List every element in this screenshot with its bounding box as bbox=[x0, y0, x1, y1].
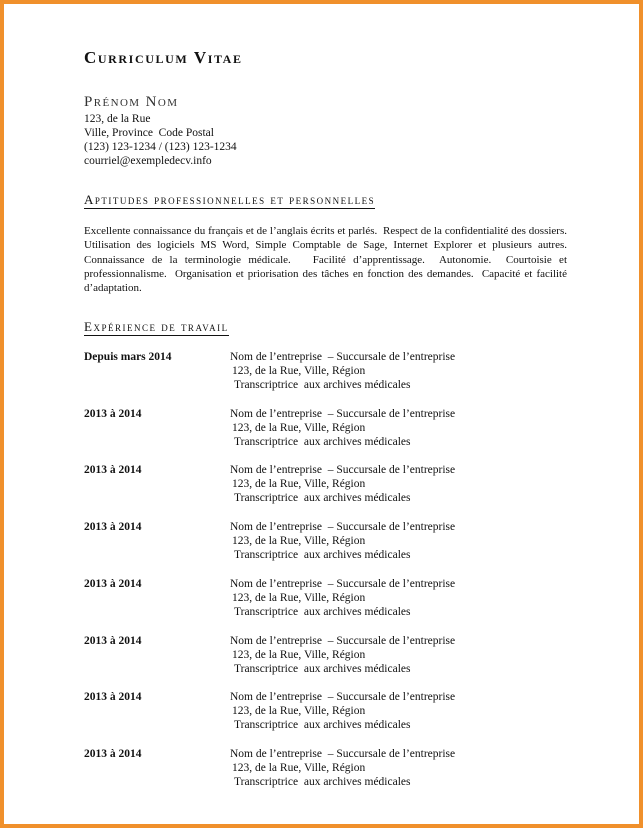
contact-city: Ville, Province Code Postal bbox=[84, 127, 214, 139]
experience-role: Transcriptrice aux archives médicales bbox=[234, 606, 411, 618]
experience-date: 2013 à 2014 bbox=[84, 635, 142, 647]
experience-entry bbox=[84, 634, 567, 682]
experience-company: Nom de l’entreprise – Succursale de l’entreprise bbox=[230, 521, 456, 533]
experience-address: 123, de la Rue, Ville, Région bbox=[232, 649, 366, 661]
experience-address: 123, de la Rue, Ville, Région bbox=[232, 762, 366, 774]
contact-street: 123, de la Rue bbox=[84, 113, 151, 125]
contact-block bbox=[84, 112, 237, 168]
experience-role: Transcriptrice aux archives médicales bbox=[234, 663, 411, 675]
experience-entry bbox=[84, 747, 567, 795]
experience-address: 123, de la Rue, Ville, Région bbox=[232, 422, 366, 434]
contact-email: courriel@exempledecv.info bbox=[84, 155, 212, 167]
experience-entry bbox=[84, 520, 567, 568]
experience-entry bbox=[84, 350, 567, 398]
experience-date: 2013 à 2014 bbox=[84, 408, 142, 420]
experience-company: Nom de l’entreprise – Succursale de l’entreprise bbox=[230, 578, 456, 590]
experience-role: Transcriptrice aux archives médicales bbox=[234, 436, 411, 448]
contact-phones: (123) 123-1234 / (123) 123-1234 bbox=[84, 141, 237, 153]
experience-date: 2013 à 2014 bbox=[84, 691, 142, 703]
experience-entry bbox=[84, 407, 567, 455]
skills-heading: Aptitudes professionnelles et personnelles bbox=[84, 192, 376, 207]
experience-company: Nom de l’entreprise – Succursale de l’entreprise bbox=[230, 691, 456, 703]
experience-role: Transcriptrice aux archives médicales bbox=[234, 549, 411, 561]
experience-entry bbox=[84, 577, 567, 625]
experience-address: 123, de la Rue, Ville, Région bbox=[232, 535, 366, 547]
experience-role: Transcriptrice aux archives médicales bbox=[234, 379, 411, 391]
experience-entry bbox=[84, 463, 567, 511]
experience-address: 123, de la Rue, Ville, Région bbox=[232, 365, 366, 377]
experience-company: Nom de l’entreprise – Succursale de l’entreprise bbox=[230, 464, 456, 476]
experience-role: Transcriptrice aux archives médicales bbox=[234, 776, 411, 788]
skills-text: Excellente connaissance du français et de l’anglais écrits et parlés. Respect de la confidentialité des dossiers. Utilisation des logiciels MS Word, Simple Comptable de Sage, Internet Explorer et plusieurs autres. Connaissance de la terminologie médicale. Facilité d’apprentissage. Autonomie. Courtoisie et professionnalisme. Organisation et priorisation des tâches en fonction des demandes. Capacité et facilité d’adaptation. bbox=[84, 225, 576, 295]
experience-entry bbox=[84, 690, 567, 738]
experience-date: 2013 à 2014 bbox=[84, 464, 142, 476]
experience-address: 123, de la Rue, Ville, Région bbox=[232, 705, 366, 717]
experience-date: Depuis mars 2014 bbox=[84, 351, 172, 363]
experience-date: 2013 à 2014 bbox=[84, 521, 142, 533]
experience-heading: Expérience de travail bbox=[84, 319, 229, 334]
experience-date: 2013 à 2014 bbox=[84, 748, 142, 760]
experience-company: Nom de l’entreprise – Succursale de l’entreprise bbox=[230, 635, 456, 647]
person-name: Prénom Nom bbox=[84, 94, 179, 110]
experience-address: 123, de la Rue, Ville, Région bbox=[232, 592, 366, 604]
experience-company: Nom de l’entreprise – Succursale de l’entreprise bbox=[230, 748, 456, 760]
experience-address: 123, de la Rue, Ville, Région bbox=[232, 478, 366, 490]
experience-company: Nom de l’entreprise – Succursale de l’entreprise bbox=[230, 351, 456, 363]
experience-role: Transcriptrice aux archives médicales bbox=[234, 492, 411, 504]
document-title: Curriculum Vitae bbox=[84, 48, 243, 67]
experience-role: Transcriptrice aux archives médicales bbox=[234, 719, 411, 731]
experience-date: 2013 à 2014 bbox=[84, 578, 142, 590]
experience-company: Nom de l’entreprise – Succursale de l’entreprise bbox=[230, 408, 456, 420]
